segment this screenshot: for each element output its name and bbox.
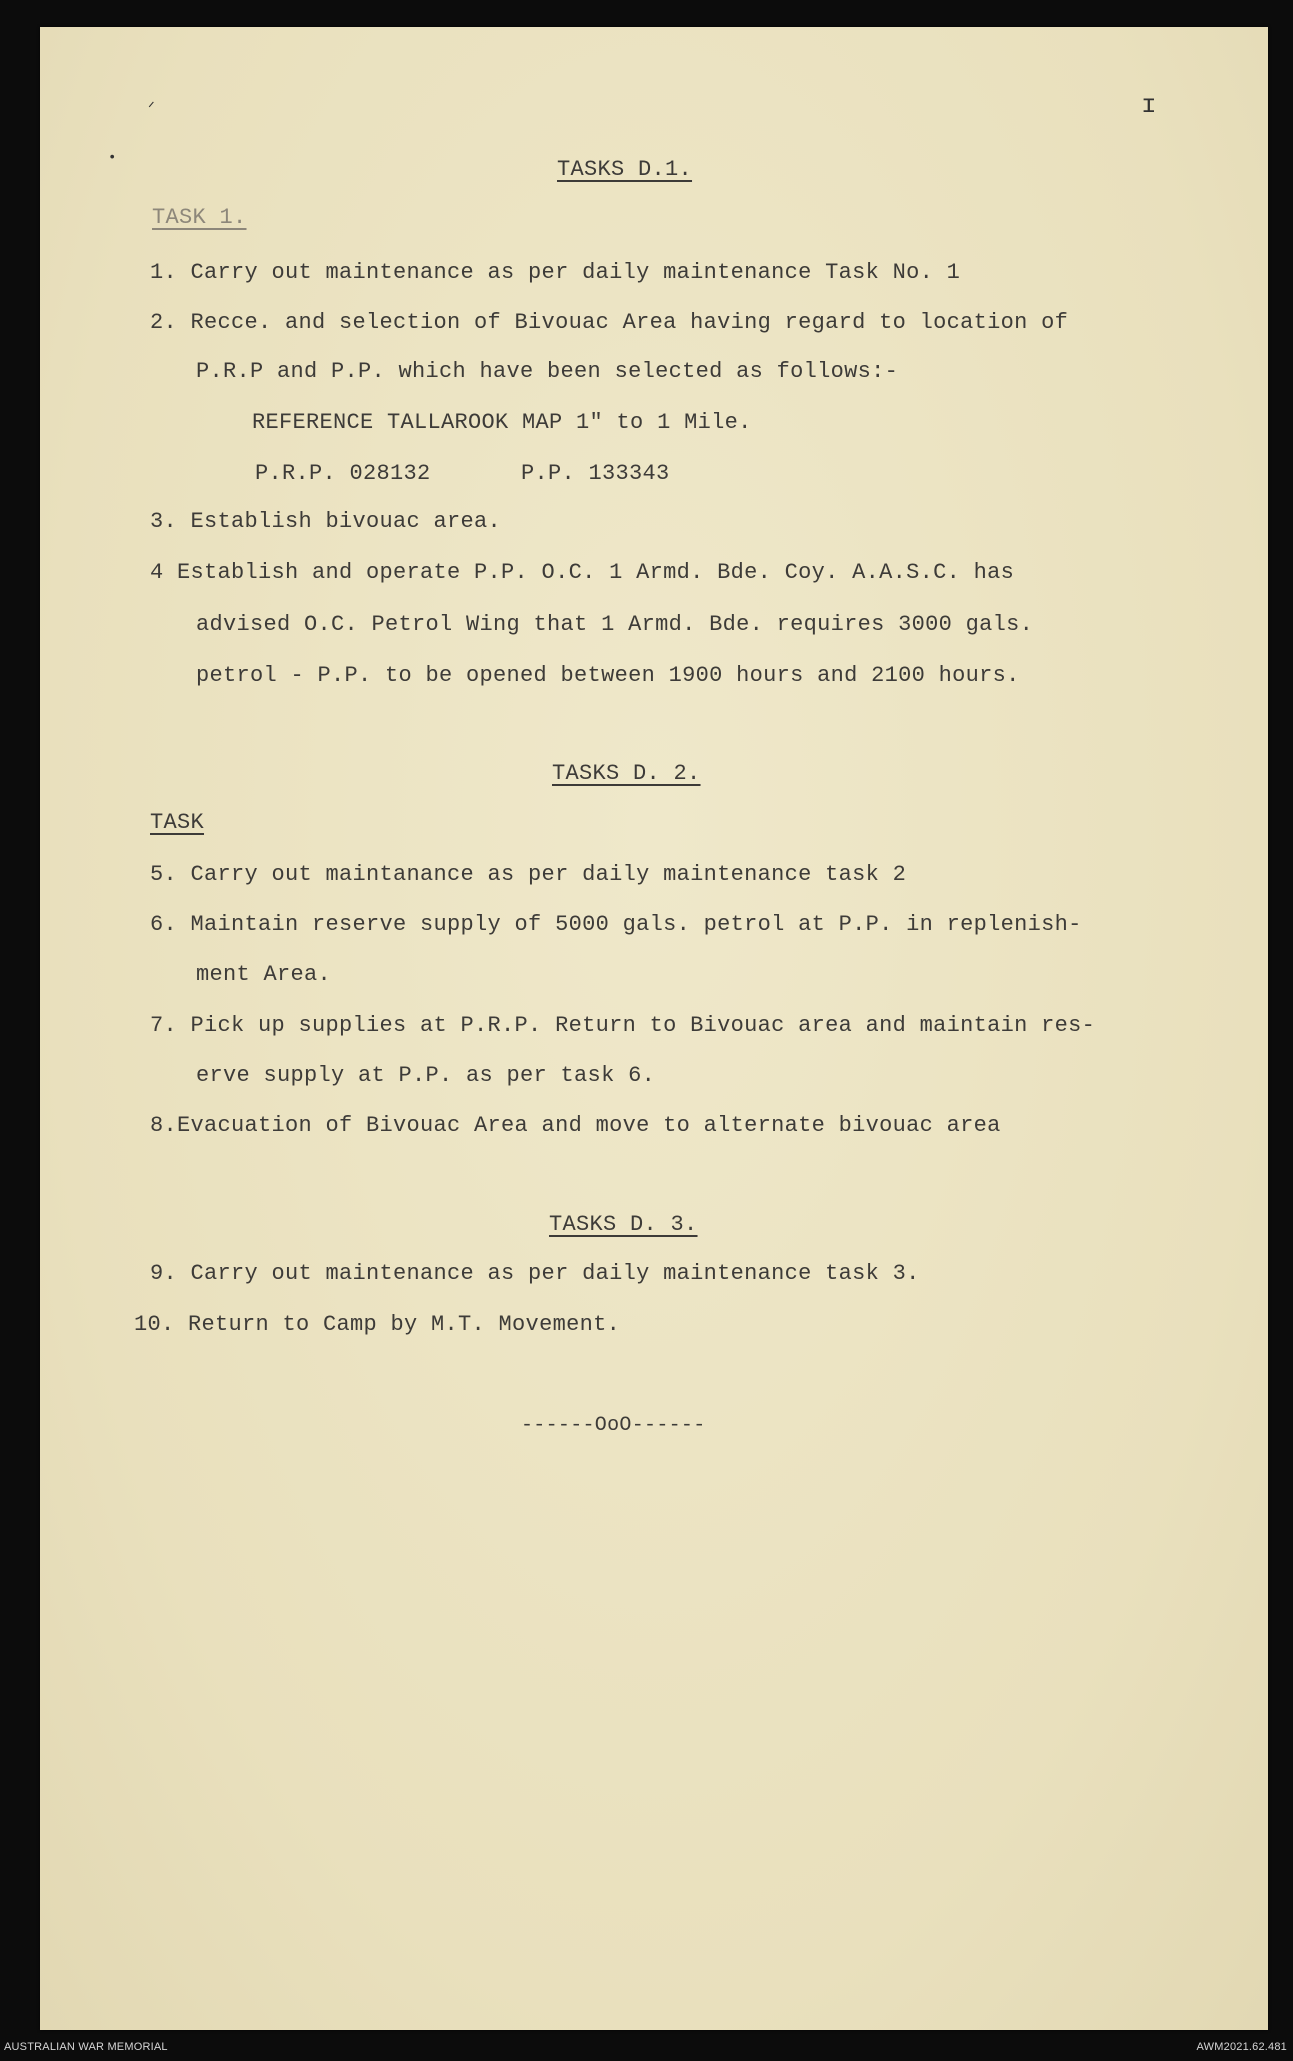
ink-mark: ᐟ — [148, 100, 155, 118]
task-line: erve supply at P.P. as per task 6. — [196, 1063, 656, 1088]
task-line: petrol - P.P. to be opened between 1900 hours and 2100 hours. — [196, 663, 1020, 688]
task-line: 3. Establish bivouac area. — [150, 509, 502, 534]
end-mark: ------OoO------ — [521, 1414, 706, 1437]
ink-dot: • — [108, 150, 117, 166]
grid-reference-prp: P.R.P. 028132 — [255, 461, 431, 486]
section-heading: TASKS D. 2. — [552, 761, 701, 786]
task-line: ment Area. — [196, 962, 332, 987]
task-line: 10. Return to Camp by M.T. Movement. — [134, 1312, 621, 1337]
task-line: 4 Establish and operate P.P. O.C. 1 Armd. Bde. Coy. A.A.S.C. has — [150, 560, 1015, 585]
task-line: 7. Pick up supplies at P.R.P. Return to Bivouac area and maintain res- — [150, 1013, 1096, 1038]
footer-institution: AUSTRALIAN WAR MEMORIAL — [4, 2041, 168, 2053]
task-line: 8.Evacuation of Bivouac Area and move to alternate bivouac area — [150, 1113, 1001, 1138]
ink-mark: ɪ — [1141, 90, 1157, 120]
task-line: 1. Carry out maintenance as per daily maintenance Task No. 1 — [150, 260, 961, 285]
section-heading: TASKS D. 3. — [549, 1212, 698, 1237]
task-line: 6. Maintain reserve supply of 5000 gals. petrol at P.P. in replenish- — [150, 912, 1082, 937]
grid-reference-pp: P.P. 133343 — [521, 461, 670, 486]
task-subheading: TASK — [150, 810, 205, 835]
task-line: 9. Carry out maintenance as per daily maintenance task 3. — [150, 1261, 920, 1286]
task-subheading: TASK 1. — [152, 205, 247, 230]
task-line: advised O.C. Petrol Wing that 1 Armd. Bde. requires 3000 gals. — [196, 612, 1034, 637]
footer-accession-number: AWM2021.62.481 — [1196, 2041, 1287, 2053]
map-reference: REFERENCE TALLAROOK MAP 1" to 1 Mile. — [252, 410, 752, 435]
section-heading: TASKS D.1. — [557, 157, 693, 182]
task-line: 2. Recce. and selection of Bivouac Area having regard to location of — [150, 310, 1069, 335]
task-line: 5. Carry out maintanance as per daily maintenance task 2 — [150, 862, 907, 887]
task-line: P.R.P and P.P. which have been selected as follows:- — [196, 359, 899, 384]
